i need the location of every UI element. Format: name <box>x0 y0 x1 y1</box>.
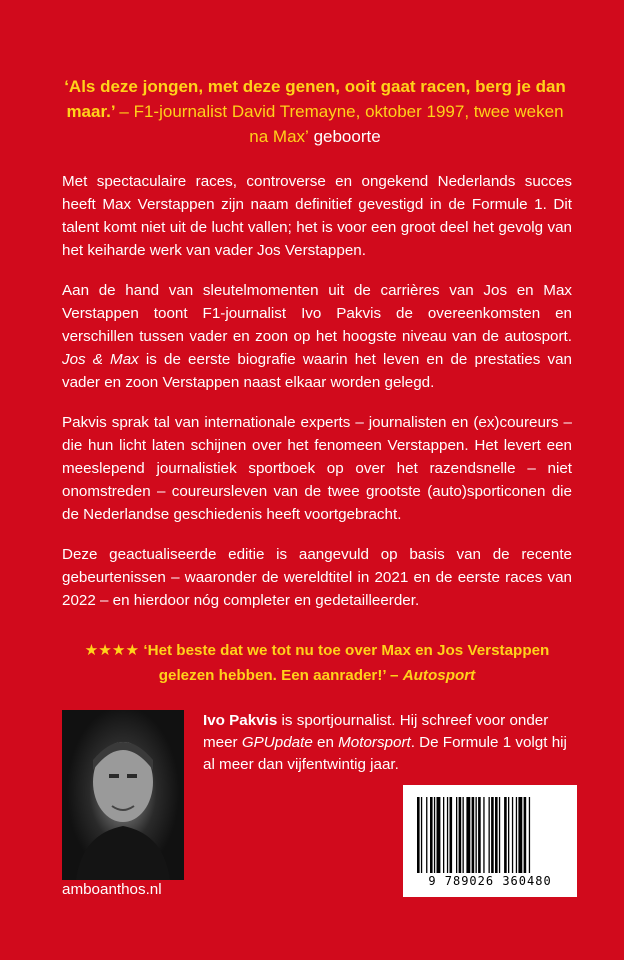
review-quote <box>62 638 572 688</box>
blurb-paragraph-2 <box>62 279 572 394</box>
top-quote-text: ‘Als deze jongen, met deze genen, ooit gaat racen, berg je dan maar.’ <box>64 77 566 121</box>
author-name: Ivo Pakvis <box>203 712 278 729</box>
top-quote <box>60 74 570 149</box>
publication-motorsport: Motorsport <box>338 734 411 751</box>
publication-gpupdate: GPUpdate <box>241 734 313 751</box>
review-quote-text: ‘Het beste dat we tot nu toe over Max en Jos Verstappen gelezen hebben. Een aanrader!’ – <box>143 642 550 684</box>
author-portrait <box>62 710 184 880</box>
blurb-paragraph-2-intro: Aan de hand van sleutelmomenten uit de carrières van Jos en Max Verstappen toont F1-journalist Ivo Pakvis de overeenkomsten en verschillen tussen vader en zoon op het hoogste niveau van de autosport. <box>62 282 572 345</box>
barcode-bars <box>417 797 563 873</box>
isbn-number: 9 789026 360480 <box>428 874 552 888</box>
blurb-paragraph-4: Deze geactualiseerde editie is aangevuld op basis van de recente gebeurtenissen – waaronder de wereldtitel in 2021 en de eerste races van 2022 – en hierdoor nóg completer en gedetailleerder. <box>62 546 572 609</box>
blurb-paragraph-1: Met spectaculaire races, controverse en ongekend Nederlands succes heeft Max Verstappen zijn naam definitief gevestigd in de Formule 1. Dit talent komt niet uit de lucht vallen; het is voor een groot deel het gevolg van het keiharde werk van vader Jos Verstappen. <box>62 173 572 259</box>
author-bio <box>203 710 573 776</box>
top-quote-source: F1-journalist David Tremayne, oktober 1997, twee weken na Max’ <box>133 102 564 146</box>
author-bio-and: en <box>317 734 334 751</box>
top-quote-dash: – <box>119 102 129 121</box>
author-bio-text: is sportjournalist. Hij schreef voor onder meer <box>203 712 549 751</box>
blurb-paragraph-2-outro: is de eerste biografie waarin het leven en de prestaties van vader en zoon Verstappen naast elkaar worden gelegd. <box>62 351 572 391</box>
author-photo <box>62 710 184 880</box>
rating-stars: ★★★★ <box>84 642 140 659</box>
top-quote-source-tail: geboorte <box>313 127 381 146</box>
author-bio-tail: . De Formule 1 volgt hij al meer dan vijfentwintig jaar. <box>203 734 567 773</box>
book-title: Jos & Max <box>62 351 139 368</box>
blurb <box>62 170 572 629</box>
review-source: Autosport <box>402 667 476 684</box>
publisher-website: amboanthos.nl <box>62 881 162 898</box>
blurb-paragraph-3: Pakvis sprak tal van internationale experts – journalisten en (ex)coureurs – die hun licht laten schijnen over het fenomeen Verstappen. Het levert een meeslepend journalistiek sportboek op over het razendsnelle – niet onomstreden – coureursleven van de twee grootste (auto)sporticonen die de Nederlandse geschiedenis heeft voortgebracht. <box>62 414 572 523</box>
isbn-barcode <box>403 785 577 897</box>
